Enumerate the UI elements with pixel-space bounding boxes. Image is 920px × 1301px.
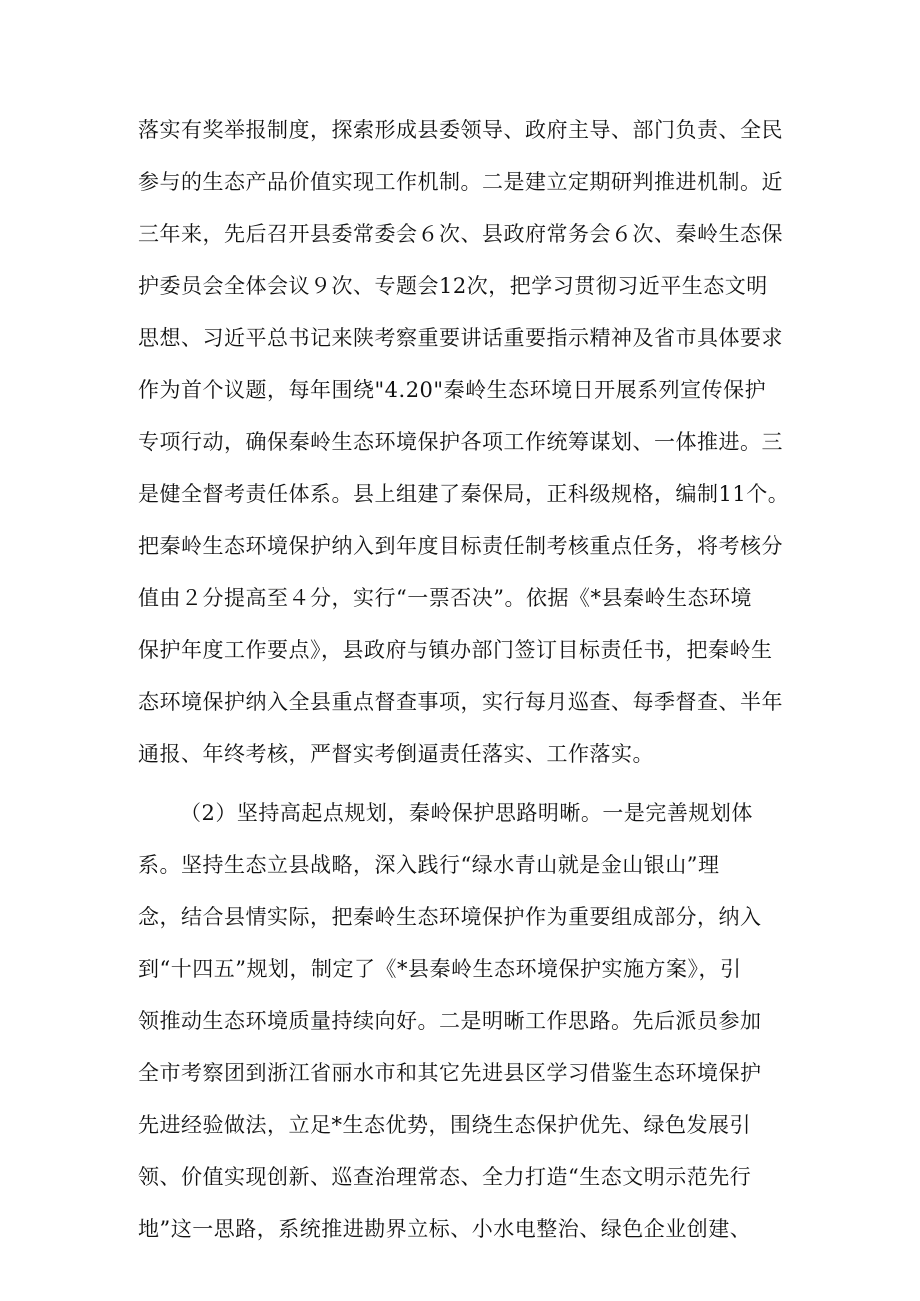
text-line: 通报、年终考核，严督实考倒逼责任落实、工作落实。 xyxy=(138,742,654,766)
text-line: 护委员会全体会议９次、专题会12次，把学习贯彻习近平生态文明 xyxy=(138,274,768,298)
text-line: 三年来，先后召开县委常委会６次、县政府常务会６次、秦岭生态保 xyxy=(138,222,783,246)
text-line: 地”这一思路，系统推进勘界立标、小水电整治、绿色企业创建、 xyxy=(138,1217,752,1241)
text-line: 落实有奖举报制度，探索形成县委领导、政府主导、部门负责、全民 xyxy=(138,118,783,142)
text-line: 是健全督考责任体系。县上组建了秦保局，正科级规格，编制11个。 xyxy=(138,482,790,506)
text-line: 参与的生态产品价值实现工作机制。二是建立定期研判推进机制。近 xyxy=(138,170,783,194)
text-line: 专项行动，确保秦岭生态环境保护各项工作统筹谋划、一体推进。三 xyxy=(138,430,783,454)
text-line: 领、价值实现创新、巡查治理常态、全力打造“生态文明示范先行 xyxy=(138,1165,752,1189)
text-line: 保护年度工作要点》，县政府与镇办部门签订目标责任书，把秦岭生 xyxy=(138,638,773,662)
text-line: 领推动生态环境质量持续向好。二是明晰工作思路。先后派员参加 xyxy=(138,1009,762,1033)
text-line: 先进经验做法，立足*生态优势，围绕生态保护优先、绿色发展引 xyxy=(138,1113,751,1137)
paragraph-heading-line: （2）坚持高起点规划，秦岭保护思路明晰。一是完善规划体 xyxy=(180,801,753,825)
text-line: 念，结合县情实际，把秦岭生态环境保护作为重要组成部分，纳入 xyxy=(138,905,762,929)
text-line: 值由２分提高至４分，实行“一票否决”。依据《*县秦岭生态环境 xyxy=(138,586,752,610)
text-line: 系。坚持生态立县战略，深入践行“绿水青山就是金山银山”理 xyxy=(138,853,720,877)
text-line: 态环境保护纳入全县重点督查事项，实行每月巡查、每季督查、半年 xyxy=(138,690,783,714)
text-line: 作为首个议题，每年围绕"4.20"秦岭生态环境日开展系列宣传保护 xyxy=(138,378,767,402)
text-line: 把秦岭生态环境保护纳入到年度目标责任制考核重点任务，将考核分 xyxy=(138,534,783,558)
text-line: 到“十四五”规划，制定了《*县秦岭生态环境保护实施方案》，引 xyxy=(138,957,742,981)
text-line: 全市考察团到浙江省丽水市和其它先进县区学习借鉴生态环境保护 xyxy=(138,1061,762,1085)
text-line: 思想、习近平总书记来陕考察重要讲话重要指示精神及省市具体要求 xyxy=(138,326,783,350)
